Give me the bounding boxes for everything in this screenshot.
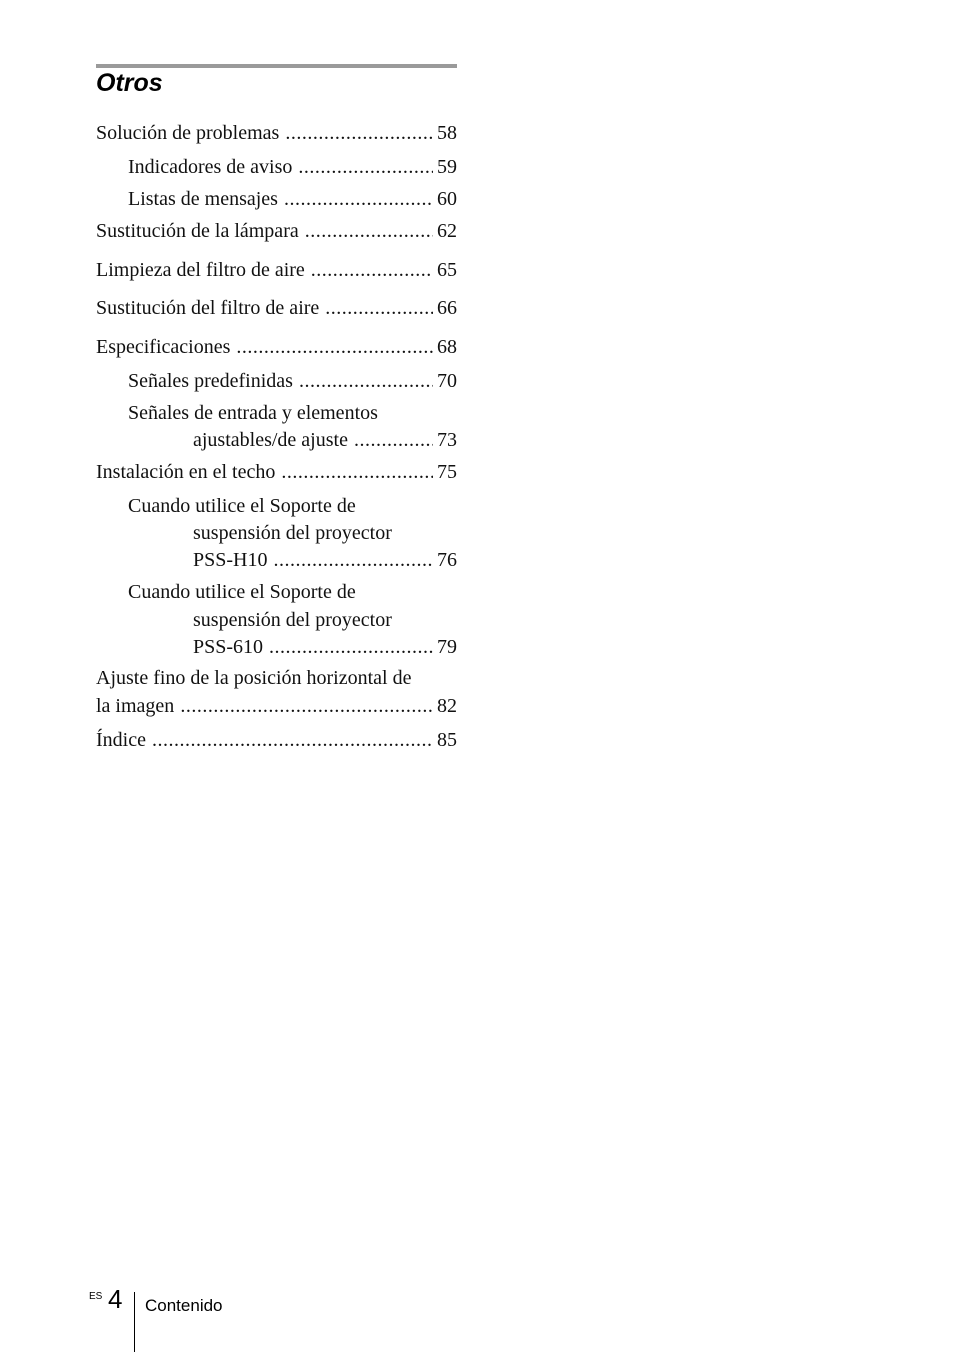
toc-entry-listas-mensajes[interactable] xyxy=(128,185,457,213)
toc-entry-label: Índice xyxy=(96,729,146,751)
toc-entry-label-line: suspensión del proyector xyxy=(193,522,392,544)
dot-leader xyxy=(281,458,433,486)
toc-entry-label: Solución de problemas xyxy=(96,122,280,144)
toc-page-number: 60 xyxy=(437,188,457,210)
toc-entry-label: Indicadores de aviso xyxy=(128,156,293,178)
toc-entry-solucion-problemas[interactable] xyxy=(96,119,457,147)
dot-leader xyxy=(298,153,433,181)
footer-section-label: Contenido xyxy=(145,1296,223,1315)
dot-leader xyxy=(325,294,433,322)
toc-entry-instalacion-techo[interactable] xyxy=(96,458,457,486)
toc-page-number: 76 xyxy=(437,549,457,571)
toc-entry-especificaciones[interactable] xyxy=(96,333,457,361)
dot-leader xyxy=(311,256,433,284)
dot-leader xyxy=(273,546,433,574)
dot-leader xyxy=(305,217,433,245)
toc-page-number: 82 xyxy=(437,695,457,717)
toc-entry-indice[interactable] xyxy=(96,726,457,754)
toc-entry-label: Señales predefinidas xyxy=(128,370,293,392)
toc-entry-label-line: Cuando utilice el Soporte de xyxy=(128,581,356,603)
dot-leader xyxy=(269,633,433,661)
footer-language-code: ES xyxy=(89,1291,103,1302)
toc-entry-label-line: Ajuste fino de la posición horizontal de xyxy=(96,667,412,689)
toc-page-number: 75 xyxy=(437,461,457,483)
toc-page-number: 62 xyxy=(437,220,457,242)
dot-leader xyxy=(285,119,433,147)
toc-entry-indicadores-aviso[interactable] xyxy=(128,153,457,181)
toc-entry-ajuste-fino[interactable] xyxy=(96,692,457,720)
toc-page-number: 59 xyxy=(437,156,457,178)
toc-page-number: 58 xyxy=(437,122,457,144)
toc-page-number: 73 xyxy=(437,429,457,451)
toc-entry-senales-entrada[interactable] xyxy=(193,426,457,454)
toc-entry-limpieza-filtro[interactable] xyxy=(96,256,457,284)
toc-entry-label-line: Señales de entrada y elementos xyxy=(128,402,378,424)
toc-entry-soporte-pss-h10[interactable] xyxy=(193,546,457,574)
toc-entry-label: Sustitución del filtro de aire xyxy=(96,297,320,319)
toc-entry-label: Limpieza del filtro de aire xyxy=(96,259,305,281)
toc-entry-label-line: Cuando utilice el Soporte de xyxy=(128,495,356,517)
dot-leader xyxy=(236,333,433,361)
toc-entry-label: PSS-H10 xyxy=(193,549,268,571)
toc-entry-senales-predefinidas[interactable] xyxy=(128,367,457,395)
toc-page-number: 65 xyxy=(437,259,457,281)
toc-entry-label: Listas de mensajes xyxy=(128,188,278,210)
footer-page-number: 4 xyxy=(108,1284,123,1314)
toc-page-number: 66 xyxy=(437,297,457,319)
footer-divider xyxy=(134,1292,135,1352)
toc-page-number: 79 xyxy=(437,636,457,658)
toc-page-number: 70 xyxy=(437,370,457,392)
toc-entry-sustitucion-lampara[interactable] xyxy=(96,217,457,245)
toc-entry-label-line: suspensión del proyector xyxy=(193,609,392,631)
toc-entry-sustitucion-filtro[interactable] xyxy=(96,294,457,322)
toc-entry-label: PSS-610 xyxy=(193,636,264,658)
dot-leader xyxy=(299,367,433,395)
dot-leader xyxy=(152,726,433,754)
toc-page-number: 68 xyxy=(437,336,457,358)
dot-leader xyxy=(284,185,433,213)
toc-entry-soporte-pss-610[interactable] xyxy=(193,633,457,661)
toc-page-number: 85 xyxy=(437,729,457,751)
toc-entry-label: Sustitución de la lámpara xyxy=(96,220,299,242)
toc-entry-label: Especificaciones xyxy=(96,336,231,358)
dot-leader xyxy=(180,692,433,720)
section-title: Otros xyxy=(96,69,163,97)
toc-entry-label: la imagen xyxy=(96,695,175,717)
dot-leader xyxy=(354,426,433,454)
toc-entry-label: ajustables/de ajuste xyxy=(193,429,348,451)
toc-entry-label: Instalación en el techo xyxy=(96,461,276,483)
